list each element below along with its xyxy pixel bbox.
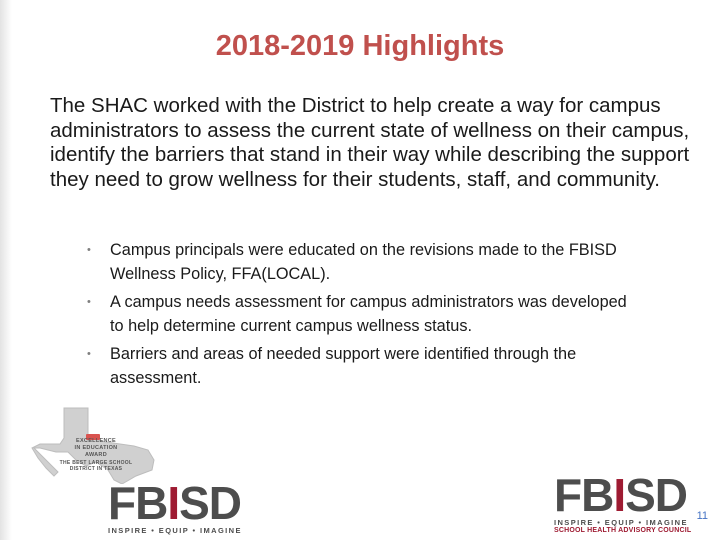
bullet-text-line: Barriers and areas of needed support were identified through the (110, 345, 577, 363)
logo-tagline: INSPIRE • EQUIP • IMAGINE (108, 526, 242, 535)
bullet-text-line: Wellness Policy, FFA(LOCAL). (110, 265, 331, 283)
logo-mark-prefix: FB (108, 477, 168, 529)
list-item (86, 290, 698, 338)
logo-mark-suffix: SD (179, 477, 242, 529)
logo-mark-i: I (167, 477, 180, 529)
bullet-text-line: A campus needs assessment for campus administrators was developed (110, 293, 627, 311)
bullet-icon: • (87, 244, 91, 256)
logo-mark (554, 469, 691, 521)
highlights-list (86, 238, 698, 394)
intro-paragraph: The SHAC worked with the District to help create a way for campus administrators to assess the current state of wellness on their campus, identify the barriers that stand in their way while describing the support they need to grow wellness for their students, staff, and community. (50, 94, 690, 191)
bullet-icon: • (87, 348, 91, 360)
bullet-text-line: assessment. (110, 369, 202, 387)
texas-award-graphic (30, 404, 210, 484)
logo-mark-suffix: SD (625, 469, 688, 521)
fbisd-shac-logo (554, 469, 692, 534)
award-line: THE BEST LARGE SCHOOL (59, 460, 133, 466)
texas-map-icon (30, 404, 210, 484)
logo-council-name: SCHOOL HEALTH ADVISORY COUNCIL (554, 527, 692, 534)
bullet-icon: • (87, 296, 91, 308)
page-number: 11 (696, 510, 708, 522)
logo-tagline: INSPIRE • EQUIP • IMAGINE (554, 518, 688, 527)
award-line: IN EDUCATION (74, 445, 118, 451)
bullet-text-line: to help determine current campus wellness status. (110, 317, 472, 335)
list-item (86, 342, 698, 390)
bullet-text-line: Campus principals were educated on the revisions made to the FBISD (110, 241, 617, 259)
list-item (86, 238, 698, 286)
award-line: DISTRICT IN TEXAS (69, 466, 123, 472)
logo-mark-prefix: FB (554, 469, 614, 521)
logo-mark-i: I (613, 469, 626, 521)
award-line: EXCELLENCE (76, 438, 116, 444)
slide-edge-shade (0, 0, 12, 540)
fbisd-logo-left (108, 477, 242, 535)
slide-title: 2018-2019 Highlights (215, 30, 505, 62)
logo-mark (108, 477, 242, 529)
award-line: AWARD (85, 452, 107, 458)
